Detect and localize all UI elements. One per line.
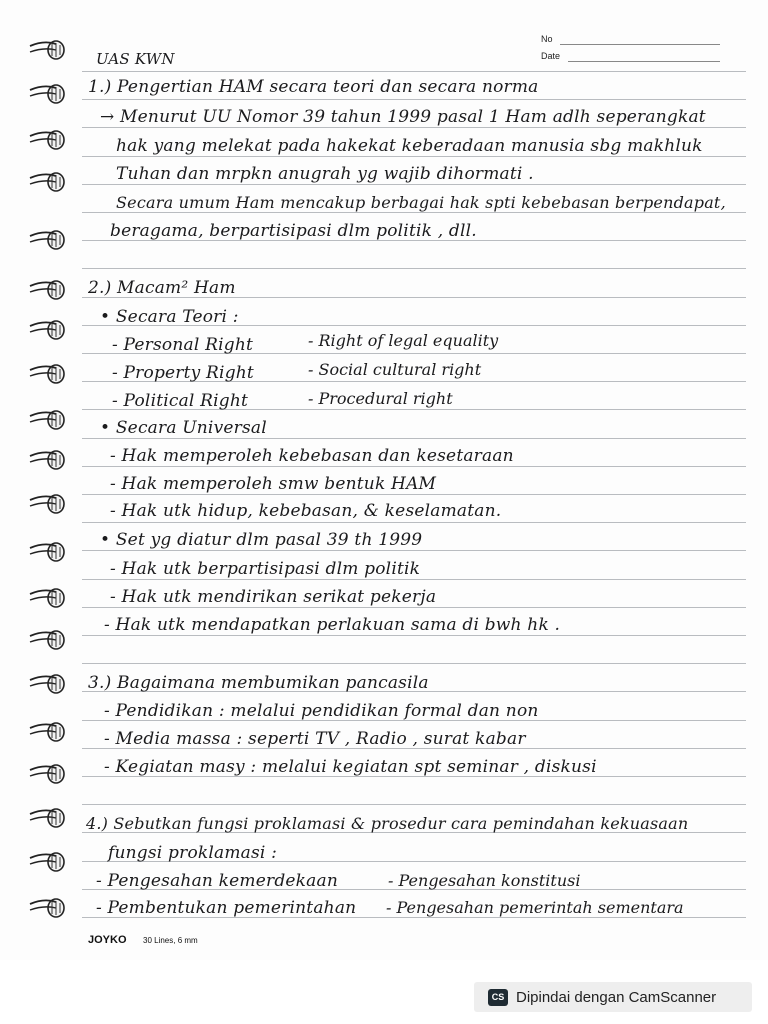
camscanner-text: Dipindai dengan CamScanner (516, 988, 717, 1006)
proclamation-heading: fungsi proklamasi : (108, 843, 278, 863)
question-4: 4.) Sebutkan fungsi proklamasi & prosedur cara pemindahan kekuasaan (86, 814, 689, 833)
question-2: 2.) Macam² Ham (88, 278, 236, 298)
ruled-line (82, 99, 746, 100)
question-1: 1.) Pengertian HAM secara teori dan secara norma (88, 77, 539, 97)
universal-item-2: - Hak memperoleh smw bentuk HAM (110, 474, 437, 494)
note-title: UAS KWN (96, 50, 175, 68)
theory-item-3: - Political Right (112, 391, 249, 411)
theory-heading: • Secara Teori : (100, 307, 239, 327)
spiral-ring (26, 896, 66, 920)
spiral-ring (26, 628, 66, 652)
theory-item-4: - Right of legal equality (308, 331, 499, 350)
ruled-line (82, 804, 746, 805)
law-item-2: - Hak utk mendirikan serikat pekerja (110, 587, 437, 607)
law-item-3: - Hak utk mendapatkan perlakuan sama di bwh hk . (104, 615, 561, 635)
spiral-ring (26, 38, 66, 62)
spiral-ring (26, 448, 66, 472)
spiral-ring (26, 362, 66, 386)
spiral-ring (26, 318, 66, 342)
law-item-1: - Hak utk berpartisipasi dlm politik (110, 559, 421, 579)
ruled-line (82, 212, 746, 213)
proclamation-item-2: - Pembentukan pemerintahan (96, 898, 357, 918)
universal-item-1: - Hak memperoleh kebebasan dan kesetaraan (110, 446, 514, 466)
universal-item-3: - Hak utk hidup, kebebasan, & keselamatan. (110, 501, 502, 521)
date-label: Date (541, 51, 561, 61)
brand-logo: JOYKO (88, 934, 127, 946)
spiral-ring (26, 762, 66, 786)
answer-1-line-2: hak yang melekat pada hakekat keberadaan manusia sbg makhluk (116, 136, 703, 156)
spiral-ring (26, 228, 66, 252)
proclamation-item-3: - Pengesahan konstitusi (388, 871, 581, 890)
spiral-ring (26, 492, 66, 516)
answer-1-line-4: Secara umum Ham mencakup berbagai hak spti kebebasan berpendapat, (116, 193, 726, 212)
date-line (568, 61, 720, 62)
spiral-ring (26, 720, 66, 744)
ruled-line (82, 127, 746, 128)
ruled-line (82, 494, 746, 495)
ruled-line (82, 635, 746, 636)
ruled-line (82, 663, 746, 664)
camscanner-badge (474, 982, 752, 1012)
spiral-ring (26, 408, 66, 432)
answer-3-item-2: - Media massa : seperti TV , Radio , surat kabar (104, 729, 526, 749)
spiral-ring (26, 806, 66, 830)
no-line (560, 44, 720, 45)
theory-item-2: - Property Right (112, 363, 254, 383)
proclamation-item-4: - Pengesahan pemerintah sementara (386, 898, 684, 917)
ruled-line (82, 268, 746, 269)
spiral-ring (26, 586, 66, 610)
spiral-ring (26, 128, 66, 152)
ruled-line (82, 550, 746, 551)
question-3: 3.) Bagaimana membumikan pancasila (88, 673, 429, 693)
answer-3-item-1: - Pendidikan : melalui pendidikan formal dan non (104, 701, 539, 721)
spiral-ring (26, 82, 66, 106)
answer-3-item-3: - Kegiatan masy : melalui kegiatan spt seminar , diskusi (104, 757, 597, 777)
theory-item-6: - Procedural right (308, 389, 453, 408)
camscanner-icon: CS (488, 989, 508, 1006)
answer-1-line-1: → Menurut UU Nomor 39 tahun 1999 pasal 1 Ham adlh seperangkat (100, 107, 706, 127)
spiral-ring (26, 278, 66, 302)
paper-spec: 30 Lines, 6 mm (143, 936, 198, 945)
ruled-line (82, 71, 746, 72)
theory-item-1: - Personal Right (112, 335, 253, 355)
law-heading: • Set yg diatur dlm pasal 39 th 1999 (100, 530, 423, 550)
answer-1-line-5: beragama, berpartisipasi dlm politik , dll. (110, 221, 477, 241)
spiral-ring (26, 672, 66, 696)
answer-1-line-3: Tuhan dan mrpkn anugrah yg wajib dihormati . (116, 164, 534, 184)
proclamation-item-1: - Pengesahan kemerdekaan (96, 871, 339, 891)
spiral-ring (26, 850, 66, 874)
spiral-ring (26, 540, 66, 564)
universal-heading: • Secara Universal (100, 418, 267, 438)
theory-item-5: - Social cultural right (308, 360, 482, 379)
ruled-line (82, 522, 746, 523)
spiral-ring (26, 170, 66, 194)
no-label: No (541, 34, 553, 44)
